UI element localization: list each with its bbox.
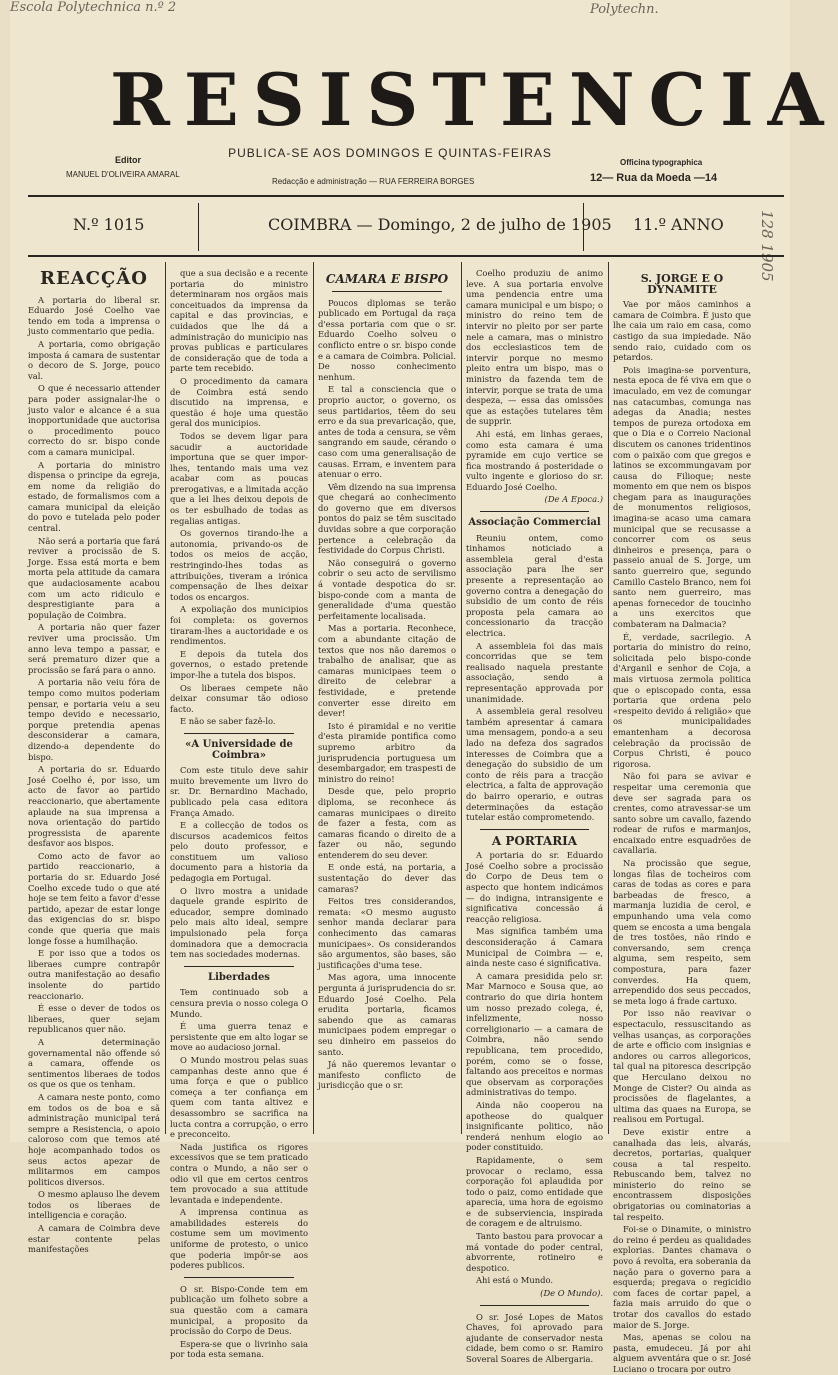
editor-name: MANUEL D'OLIVEIRA AMARAL — [66, 170, 180, 179]
office-address: Redacção e administração — RUA FERREIRA BORGES — [272, 177, 475, 186]
section-heading: A PORTARIA — [491, 833, 578, 848]
article-heading: CAMARA E BISPO — [325, 272, 449, 286]
paragraph: Tem continuado sob a censura previa o nosso colega O Mundo. — [170, 987, 308, 1019]
newspaper-title: RESISTENCIA — [110, 57, 838, 142]
printer-label: Officina typographica — [620, 158, 703, 167]
article-heading: S. JORGE E O DYNAMITE — [640, 272, 724, 296]
paragraph: A portaria não veiu fóra de tempo como muitos poderiam pensar, e portaria veiu a seu tempo devido e necessario, porque pretendia apenas desconsiderar a camara, dizendo-a dependente do bispo. — [28, 677, 160, 762]
paragraph: O que é necessario attender para poder assignalar-lhe o justo valor e alcance é a sua inopportunidade que auctorisa o procedimento pouco correcto do sr. bispo conde com a camara municipal. — [28, 383, 160, 457]
issue-number: N.º 1015 — [73, 215, 145, 234]
paragraph: A camara de Coimbra deve estar contente pelas manifestações — [28, 1223, 160, 1255]
paragraph: E não se saber fazê-lo. — [180, 716, 276, 727]
publication-schedule: PUBLICA-SE AOS DOMINGOS E QUINTAS-FEIRAS — [228, 146, 552, 160]
column-2 — [170, 268, 308, 1360]
paragraph: Ainda não cooperou na apotheose do qualquer insignificante politico, não renderá nenhum elogio ao poder constituido. — [466, 1099, 603, 1153]
paragraph: O sr. José Lopes de Matos Chaves, foi aprovado para ajudante de conservador nesta cidade, bem como o sr. Ramiro Soveral Soares de Albergaria. — [466, 1311, 603, 1364]
section-heading: Liberdades — [208, 971, 270, 983]
paragraph: Mas a portaria. Reconhece, com a abundante citação de textos que nos não daremos o trabalho de analisar, que as camaras municipaes teem o direito de celebrar a festividade, e pretende converter esse direito em dever! — [318, 623, 456, 719]
section-heading: «A Universidade de Coimbra» — [185, 738, 293, 761]
paragraph: Os liberaes cempete não deixar consumar tão odioso facto. — [170, 682, 308, 714]
source-attribution: (De O Mundo). — [540, 1288, 603, 1299]
column-5 — [613, 268, 751, 1374]
paragraph: Pois imagina-se porventura, nesta epoca de fé viva em que o imaculado, em vez de comungar nas catacumbas, comunga nas adegas da Anadia; nestes tempos de pureza ortodoxa em que o Dia e o Correio Nacional discutem os canones tridentinos com o paixão com que gregos e latinos se excommungavam por causa do Filioque; neste momento em que nem os bispos chegam para as inaugurações de monumentos religiosos, imagina-se acaso uma camara municipal que se recusasse a concorrer com os seus dinheiros e presença, para o passeio anual de S. Jorge, um santo guerreiro que, segundo Camillo Castelo Branco, nem foi santo nem guerreiro, mas apenas fornecedor de toucinho a uns exercitos que combateram na Dalmacia? — [613, 364, 751, 629]
paragraph: Já não queremos levantar o manifesto conflicto de jurisdicção que o sr. — [318, 1059, 456, 1091]
paragraph: Feitos tres considerandos, remata: «O mesmo augusto senhor manda declarar para conhecimento das camaras municipaes». Os considerandos são argumentos, são bases, são justificações d'uma tese. — [318, 896, 456, 970]
paragraph: Desde que, pelo proprio diploma, se reconhece ás camaras municipaes o direito de fazer a festa, com as camaras ficando o direito de a fazer ou não, segundo entenderem do seu dever. — [318, 786, 456, 860]
paragraph: Deve existir entre a canalhada das leis, alvarás, decretos, portarias, qualquer cousa a tal respeito. Rebuscando bem, talvez no ministerio do reino se encontrassem disposições obrigatorias ou cominatorias a tal respeito. — [613, 1126, 751, 1222]
paragraph: A determinação governamental não offende só a camara, offende os sentimentos liberaes de todos os que os que os tenham. — [28, 1036, 160, 1090]
column-4 — [466, 268, 603, 1364]
paragraph: E onde está, na portaria, a sustentação do dever das camaras? — [318, 862, 456, 894]
paragraph: Como acto de favor ao partido reaccionario, a portaria do sr. Eduardo José Coelho excede tudo o que até hoje se tem feito a favor d'esse partido, apezar de estar longe das exigencias do sr. bispo conde que queria que mais longe fosse a humilhação. — [28, 850, 160, 946]
paragraph: E tal a consciencia que o proprio auctor, o governo, os seus partidarios, têem do seu erro e da sua prevaricação, que, antes de toda a censura, se vêm sangrando em saude, cérando o caso com uma generalisação de causas. Erram, e inventem para atenuar o erro. — [318, 384, 456, 480]
paragraph: Poucos diplomas se terão publicado em Portugal da raça d'essa portaria com que o sr. Eduardo Coelho solveu o conflicto entre o sr. bispo conde e a camara de Coimbra. Policial. De nosso conhecimento nenhum. — [318, 297, 456, 382]
column-3 — [318, 268, 456, 1134]
paragraph: Reuniu ontem, como tinhamos noticiado a assembleia geral d'esta associação para lhe ser presente a representação ao governo contra a denegação do subsidio de um conto de réis proposta pela camara ao concessionario da tracção electrica. — [466, 532, 603, 638]
paragraph: Mas, apenas se colou na pasta, emudeceu. Já por ahi alguem avventára que o sr. José Luciano o trocara por outro — [613, 1332, 751, 1374]
paragraph: A assembleia geral resolveu também apresentar á camara uma mensagem, pondo-a a seu lado na defeza dos sagrados interesses de Coimbra que a denegação do subsidio de um conto de réis para a tracção electrica, a falta de approvação do bairro operario, e outras determinações da estação tutelar estão comprometendo. — [466, 706, 603, 823]
paragraph: Mas significa também uma desconsideração á Camara Municipal de Coimbra — e, ainda neste caso é significativa. — [466, 926, 603, 969]
paragraph: E a collecção de todos os discursos academicos feitos pelo douto professor, e constituem um valioso documento para a historia da pedagogia em Portugal. — [170, 820, 308, 884]
editor-label: Editor — [115, 155, 141, 165]
paragraph: O procedimento da camara de Coimbra está sendo discutido na imprensa, e questão é hoje uma questão geral dos municipios. — [170, 375, 308, 429]
paragraph: A portaria do liberal sr. Eduardo José Coelho vae tendo em toda a imprensa o justo commentario que pedia. — [28, 294, 160, 337]
section-heading: Associação Commercial — [468, 517, 601, 529]
issue-info-bar — [28, 195, 784, 257]
paragraph: A camara presidida pelo sr. Mar Marnoco e Sousa que, ao contrario do que diria hontem um nosso prezado colega, é, infelizmente, nosso correligionario — a camara de Coimbra, não sendo republicana, tem procedido, porém, como se o fosse, faltando aos preceitos e normas que observam as corporações administrativas do tempo. — [466, 970, 603, 1098]
article-heading: REACÇÃO — [40, 268, 148, 289]
paragraph: O mesmo aplauso lhe devem todos os liberaes de intelligencia e coração. — [28, 1189, 160, 1221]
handwritten-note-top-right: Polytechn. — [590, 2, 659, 17]
paragraph: É uma guerra tenaz e persistente que em alto logar se move ao audacioso jornal. — [170, 1021, 308, 1053]
paragraph: Isto é piramidal e no veritie d'esta piramide pontifica como supremo arbitro da jurisprudencia portuguesa um desembargador, em traspesti de ministro do reino! — [318, 720, 456, 784]
paragraph: Coelho produziu de animo leve. A sua portaria envolve uma pendencia entre uma camara municipal e um bispo; o ministro do reino tem de intervir no pleito por ser parte nele a camara, mas o ministro dos ecclesiasticos tem de intervir porque no mesmo pleito entra um bispo, mas o ministro da fazenda tem de intervir, porque se trata de uma despeza, — essa das omissões que as estações tutelares têm de supprir. — [466, 268, 603, 427]
paragraph: A portaria do ministro dispensa o principe da egreja, em nome da religião do estado, de formalismos com a camara municipal da eleição do povo e tutelada pelo poder central. — [28, 459, 160, 534]
paragraph: Ahi está o Mundo. — [476, 1275, 554, 1286]
paragraph: A camara neste ponto, como em todos os de boa e sã administração municipal terá sempre a Resistencia, o apoio caloroso com que temos até hoje acompanhado todos os seus actos apezar de militarmos em campos politicos diversos. — [28, 1091, 160, 1187]
paragraph: A portaria do sr. Eduardo José Coelho sobre a procissão do Corpo de Deus tem o aspecto que hontem indicámos — do indigna, intransigente e significativa concessão á reacção religiosa. — [466, 850, 603, 924]
paragraph: A portaria, como obrigação imposta á camara de sustentar o decoro de S. Jorge, pouco val. — [28, 338, 160, 381]
paragraph: Por isso não reavivar o espectaculo, ressuscitando as velhas usanças, as corporações de arte e officio com insignias e andores ou carros allegoricos, tal qual na pitoresca descripção que Herculano deixou no Monge de Cister? Ou ainda as procissões de flagelantes, a ultima das quaes na Europa, se realisou em Portugal. — [613, 1008, 751, 1125]
paragraph: Vêm dizendo na sua imprensa que chegará ao conhecimento do governo que em diversos pontos do paiz se têm suscitado duvidas sobre a que corporação pertence a celebração da festividade do Corpus Christi. — [318, 481, 456, 556]
paragraph: É, verdade, sacrilegio. A portaria do ministro do reino, solicitada pelo bispo-conde d'Arganil e senhor de Coja, a mais virtuosa zermola politica que o episcopado conta, essa portaria que ordena pelo «respeito devido á religião» que os municipalidades emantenham a decorosa celebração da procissão de Corpus Christi, é pouco rigorosa. — [613, 631, 751, 769]
paragraph: A imprensa continua as amabilidades estereis do costume sem um movimento uniforme de protesto, o unico que poderia impôr-se aos poderes publicos. — [170, 1207, 308, 1271]
paragraph: E por isso que a todos os liberaes cumpre contrapôr outra manifestação ao desafio insolente do partido reaccionario. — [28, 948, 160, 1001]
paragraph: O Mundo mostrou pelas suas campanhas deste anno que é uma força e que o publico começa a ter confiança em quem com tanta altivez e desassombro se sacrifica na lucta contra a corrupção, o erro e preconceito. — [170, 1054, 308, 1140]
paragraph: O livro mostra a unidade daquele grande espirito de educador, sempre dominado pelo mais alto ideal, sempre impulsionado pela força dominadora que a democracia tem nas sociedades modernas. — [170, 885, 308, 960]
handwritten-note-top-left: Escola Polytechnica n.º 2 — [10, 0, 177, 15]
paragraph: A assembleia foi das mais concorridas que se tem realisado naquela prestante associação, sendo a representação approvada por unanimidade. — [466, 640, 603, 704]
paragraph: Vae por mãos caminhos a camara de Coimbra. É justo que lhe caia um raio em casa, como castigo da sua impiedade. Não sendo raio, cuidado com os petardos. — [613, 299, 751, 363]
printer-address: 12— Rua da Moeda —14 — [590, 172, 718, 184]
column-1 — [28, 268, 160, 1255]
paragraph: É esse o dever de todos os liberaes, quer sejam republicanos quer não. — [28, 1003, 160, 1035]
paragraph: O sr. Bispo-Conde tem em publicação um folheto sobre a sua questão com a camara municipal, a proposito da procissão do Corpo de Deus. — [170, 1283, 308, 1337]
paragraph: Não conseguirá o governo cobrir o seu acto de servilismo á vontade despotica do sr. bispo-conde com a manta de generalidade d'uma questão perfeitamente localisada. — [318, 557, 456, 621]
paragraph: Mas agora, uma innocente pergunta á jurisprudencia do sr. Eduardo José Coelho. Pela erudita portaria, ficamos sabendo que as camaras municipaes podem empregar o seu dinheiro em passeios do santo. — [318, 972, 456, 1057]
paragraph: Com este titulo deve sahir muito brevemente um livro do sr. Dr. Bernardino Machado, publicado pela casa editora França Amado. — [170, 765, 308, 818]
year-number: 11.º ANNO — [633, 215, 724, 234]
paragraph: Ahi está, em linhas geraes, como esta camara é uma pyramide em cujo vertice se fica mostrando á posteridade o vulto ingente e glorioso do sr. Eduardo José Coelho. — [466, 428, 603, 492]
newspaper-page — [10, 0, 838, 1374]
paragraph: Nada justifica os rigores excessivos que se tem praticado contra o Mundo, a não ser o odio vil que em certos centros tem provocado a sua attitude levantada e independente. — [170, 1141, 308, 1205]
paragraph: A portaria do sr. Eduardo José Coelho é, por isso, um acto de favor ao partido reaccionario, que abertamente aplaude na sua imprensa a nova orientação do partido progressista de aparente desfavor aos bispos. — [28, 764, 160, 849]
paragraph: Espera-se que o livrinho saia por toda esta semana. — [170, 1338, 308, 1360]
paragraph: Não será a portaria que fará reviver a procissão de S. Jorge. Essa está morta e bem morta pela attitude da camara que audaciosamente acabou com um acto ridiculo e desprestigiante para a população de Coimbra. — [28, 535, 160, 620]
dateline: COIMBRA — Domingo, 2 de julho de 1905 — [268, 215, 612, 234]
paragraph: Todos se devem ligar para sacudir a auctoridade importuna que se quer impor-lhes, tentando mais uma vez acabar com as poucas prerogativas, e a limitada acção que a lei lhes deixou depois de os ter esbulhado de todas as regalias antigas. — [170, 430, 308, 526]
handwritten-note-right-margin: 128 1905 — [758, 210, 776, 282]
source-attribution: (De A Epoca.) — [544, 494, 603, 505]
paragraph: Na procissão que segue, longas filas de tocheiros com caras de todas as cores e para barbeadas de fresco, a marmanja luzidia de cerol, e empunhando uma vela como quem se encosta a uma bengala de tres tostões, não rindo e conversando, sem crença alguma, sem respeito, sem compostura, para fazer converdes. Ha quem, arrependido dos seus peccados, se meta logo á frade cartuxo. — [613, 858, 751, 1006]
paragraph: Rapidamente, o sem provocar o reclamo, essa corporação foi aplaudida por todo o paiz, como entidade que aparecia, uma hora de egoismo e de subserviencia, inspirada de coragem e de altruismo. — [466, 1154, 603, 1229]
paragraph: Os governos tirando-lhe a autonomia, privando-os de todos os meios de acção, restringindo-lhes todas as attribuições, tiveram a irónica compensação de lhes deixar todos os encargos. — [170, 528, 308, 602]
paragraph: Foi-se o Dinamite, o ministro do reino é perdeu as qualidades explorias. Dantes chamava o povo á revolta, era soberania da nação para o governo para a esquerda; pregava o regicidio com faces de cortar papel, a fazia mais arruido do que o trotar dos cavallos do estado maior de S. Jorge. — [613, 1224, 751, 1330]
paragraph: Tanto bastou para provocar a má vontade do poder central, abvorrente, rotineiro e despotico. — [466, 1231, 603, 1273]
paragraph: A expoliação dos municipios foi completa: os governos tiraram-lhes a auctoridade e os rendimentos. — [170, 604, 308, 647]
paragraph: que a sua decisão e a recente portaria do ministro determinaram nos orgãos mais conceituados da imprensa da capital e das provincias, e cuidados que lhe dá a administração do municipio nas provas publicas e particulares de consideração que de toda a parte tem recebido. — [170, 268, 308, 374]
paragraph: Não foi para se avivar e respeitar uma ceremonia que deve ser sagrada para os crentes, como atravessar-se um santo sobre um cavallo, fazendo rodear de rufos e marmanjos, encaixado entre esquadrões de cavallaria. — [613, 771, 751, 856]
paragraph: A portaria não quer fazer reviver uma procissão. Um anno leva tempo a passar, e será prematuro dizer que a procissão se fará para o anno. — [28, 622, 160, 675]
paragraph: E depois da tutela dos governos, o estado pretende impor-lhe a tutela dos bispos. — [170, 648, 308, 680]
